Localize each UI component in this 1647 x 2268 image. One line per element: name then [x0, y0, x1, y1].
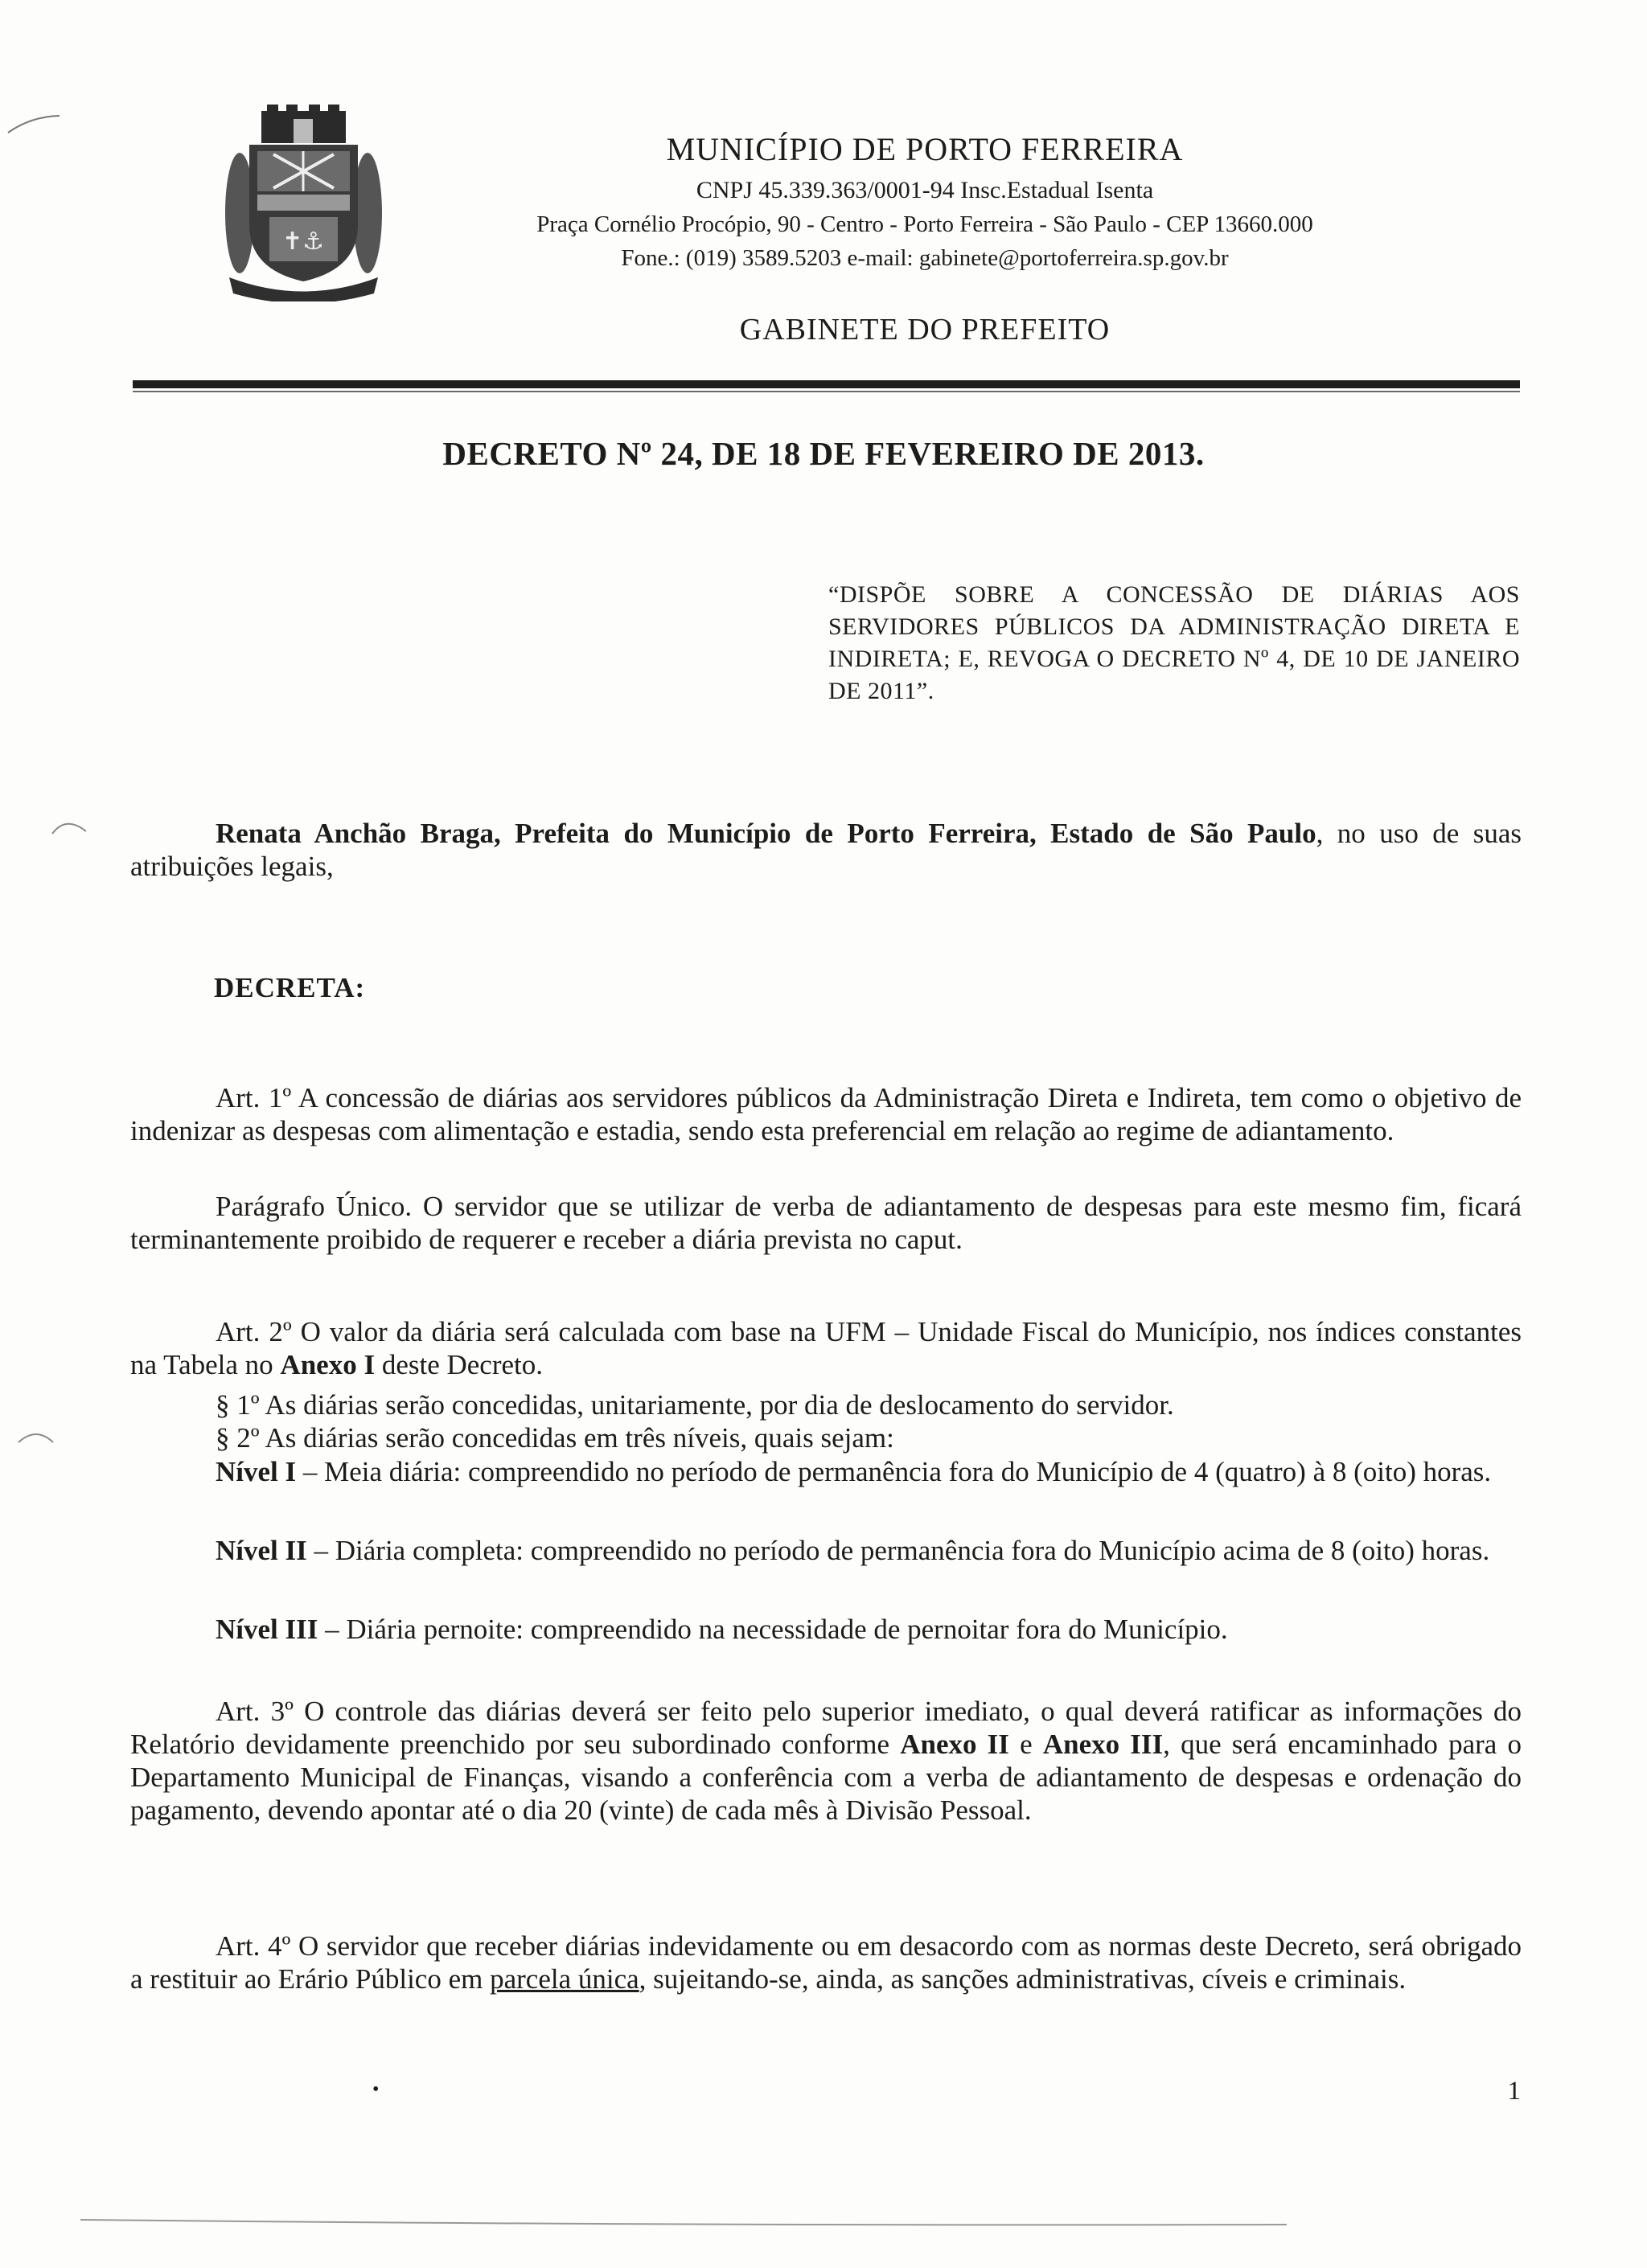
header-divider-thin — [133, 391, 1520, 392]
article-3-text-b: , que será encaminhado para o Departamento Municipal de Finanças, visando a conferência com a verba de adiantamento de despesas e ordenação do pagamento, devendo apontar até o dia 20 (vinte) de cada mês à Divisão Pessoal. — [130, 1729, 1522, 1826]
article-3-annex-3: Anexo III — [1042, 1729, 1164, 1760]
level-2-text: – Diária completa: compreendido no período de permanência fora do Município acima de 8 (oito) horas. — [306, 1535, 1490, 1566]
article-1-paragraph: Parágrafo Único. O servidor que se utilizar de verba de adiantamento de despesas para este mesmo fim, ficará terminantemente proibido de requerer e receber a diária prevista no caput. — [130, 1191, 1522, 1255]
scan-mark-icon — [50, 814, 90, 838]
level-3-label: Nível III — [216, 1614, 318, 1645]
article-3-annex-2: Anexo II — [900, 1729, 1009, 1760]
level-2 — [130, 1534, 1522, 1567]
scan-mark-icon — [6, 113, 63, 137]
level-1 — [130, 1455, 1522, 1488]
cnpj-line: CNPJ 45.339.363/0001-94 Insc.Estadual Isenta — [696, 177, 1154, 203]
office-name: GABINETE DO PREFEITO — [739, 313, 1111, 347]
article-2-text-a: Art. 2º O valor da diária será calculada com base na UFM – Unidade Fiscal do Município, nos índices constantes na Tabela no — [130, 1316, 1522, 1380]
article-2-text-b: deste Decreto. — [375, 1349, 544, 1380]
contact-line: Fone.: (019) 3589.5203 e-mail: gabinete@portoferreira.sp.gov.br — [621, 245, 1229, 271]
article-3-text-a: Art. 3º O controle das diárias deverá ser feito pelo superior imediato, o qual deverá ratificar as informações do Relatório devidamente preenchido por seu subordinado conforme — [130, 1696, 1522, 1760]
scan-edge-line — [80, 2215, 1287, 2231]
level-3-text: – Diária pernoite: compreendido na necessidade de pernoitar fora do Município. — [318, 1614, 1228, 1645]
preamble — [130, 817, 1522, 883]
article-4-text-a: Art. 4º O servidor que receber diárias indevidamente ou em desacordo com as normas deste Decreto, será obrigado a restituir ao Erário Público em — [130, 1930, 1522, 1995]
municipality-name: MUNICÍPIO DE PORTO FERREIRA — [666, 131, 1184, 167]
article-2 — [130, 1315, 1522, 1381]
level-3 — [130, 1613, 1522, 1646]
article-4-underlined: parcela única — [490, 1963, 639, 1995]
header-divider — [133, 380, 1520, 388]
decreta-heading: DECRETA: — [214, 972, 366, 1003]
article-1: Art. 1º A concessão de diárias aos servidores públicos da Administração Direta e Indireta, tem como o objetivo de indenizar as despesas com alimentação e estadia, sendo esta preferencial em relação ao regime de adiantamento. — [130, 1082, 1522, 1146]
level-1-label: Nível I — [216, 1456, 297, 1487]
article-2-section-1: § 1º As diárias serão concedidas, unitariamente, por dia de deslocamento do servidor. — [216, 1389, 1174, 1421]
article-3-and: e — [1008, 1729, 1043, 1760]
preamble-rest: , no uso de suas atribuições legais, — [130, 818, 1522, 882]
footer-bullet: • — [372, 2079, 380, 2100]
level-2-label: Nível II — [216, 1535, 307, 1566]
article-2-section-2: § 2º As diárias serão concedidas em três níveis, quais sejam: — [216, 1422, 894, 1454]
page-number: 1 — [1507, 2077, 1521, 2106]
article-4 — [130, 1930, 1522, 1995]
scan-mark-icon — [16, 1425, 56, 1449]
address-line: Praça Cornélio Procópio, 90 - Centro - Porto Ferreira - São Paulo - CEP 13660.000 — [536, 211, 1313, 237]
article-2-annex-ref: Anexo I — [280, 1349, 376, 1380]
municipal-crest-icon — [225, 105, 382, 301]
decree-title: DECRETO Nº 24, DE 18 DE FEVEREIRO DE 2013. — [442, 435, 1205, 472]
svg-text:✝⚓: ✝⚓ — [281, 228, 325, 256]
decree-ementa: “DISPÕE SOBRE A CONCESSÃO DE DIÁRIAS AOS SERVIDORES PÚBLICOS DA ADMINISTRAÇÃO DIRETA E INDIRETA; E, REVOGA O DECRETO Nº 4, DE 10 DE JANEIRO DE 2011”. — [828, 581, 1520, 704]
article-4-text-b: , sujeitando-se, ainda, as sanções administrativas, cíveis e criminais. — [639, 1963, 1407, 1995]
mayor-identification: Renata Anchão Braga, Prefeita do Município de Porto Ferreira, Estado de São Paulo — [216, 818, 1316, 849]
level-1-text: – Meia diária: compreendido no período de permanência fora do Município de 4 (quatro) à 8 (oito) horas. — [296, 1456, 1492, 1487]
article-3 — [130, 1695, 1522, 1827]
